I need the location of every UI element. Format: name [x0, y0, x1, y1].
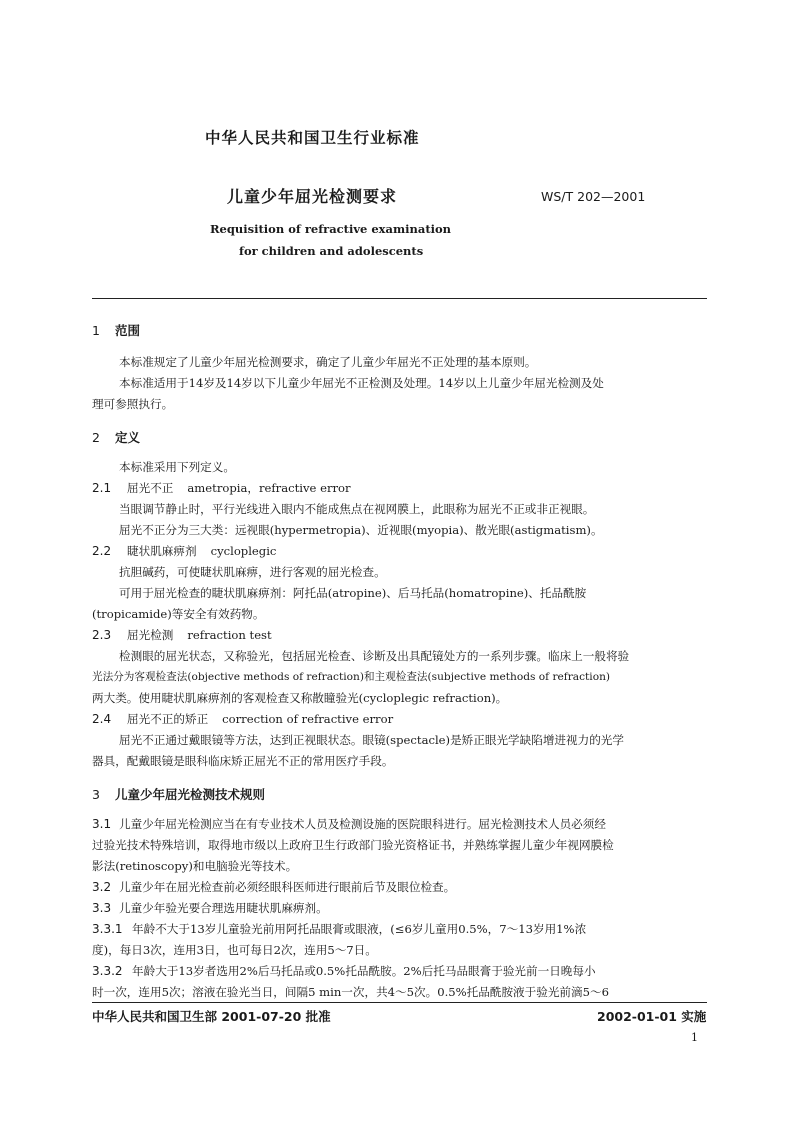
- clause-text: 年龄不大于13岁儿童验光前用阿托品眼膏或眼液，(≤6岁儿童用0.5%，7～13岁用1%浓: [132, 922, 587, 936]
- paragraph: 屈光不正通过戴眼镜等方法，达到正视眼状态。眼镜(spectacle)是矫正眼光学缺陷增进视力的光学: [119, 733, 624, 747]
- section-3-heading: [92, 785, 265, 803]
- clause-number: 3.3: [92, 901, 112, 915]
- term-english: refraction test: [187, 628, 272, 642]
- paragraph-continuation: (tropicamide)等安全有效药物。: [92, 607, 265, 621]
- section-number: 3: [92, 787, 100, 802]
- section-number: 2: [92, 430, 100, 445]
- clause-text: 年龄大于13岁者选用2%后马托品或0.5%托品酰胺。2%后托马品眼膏于验光前一日晚每小: [132, 964, 596, 978]
- clause-number: 2.4: [92, 712, 112, 726]
- clause-text: 儿童少年验光要合理选用睫状肌麻痹剂。: [119, 901, 328, 915]
- rule-3-2: [92, 879, 455, 895]
- clause-number: 2.1: [92, 481, 112, 495]
- term: 屈光不正的矫正: [127, 712, 209, 726]
- rule-3-3-2: [92, 963, 596, 979]
- section-title: 定义: [115, 430, 141, 445]
- clause-number: 3.3.2: [92, 964, 123, 978]
- footer-divider: [92, 1002, 707, 1003]
- definition-2-2-heading: [92, 543, 276, 559]
- paragraph: 屈光不正分为三大类：远视眼(hypermetropia)、近视眼(myopia)、散光眼(astigmatism)。: [119, 523, 603, 537]
- english-title-line-2: for children and adolescents: [239, 244, 424, 258]
- paragraph: 本标准规定了儿童少年屈光检测要求，确定了儿童少年屈光不正处理的基本原则。: [119, 355, 537, 369]
- term-english: ametropia，refractive error: [187, 481, 351, 495]
- section-1-heading: [92, 321, 140, 339]
- section-number: 1: [92, 323, 100, 338]
- document-title: 儿童少年屈光检测要求: [227, 187, 398, 206]
- clause-text: 儿童少年屈光检测应当在有专业技术人员及检测设施的医院眼科进行。屈光检测技术人员必须经: [119, 817, 606, 831]
- paragraph: 本标准采用下列定义。: [119, 460, 235, 474]
- term-english: cycloplegic: [210, 544, 277, 558]
- clause-number: 3.2: [92, 880, 112, 894]
- paragraph-continuation: 器具，配戴眼镜是眼科临床矫正屈光不正的常用医疗手段。: [92, 754, 394, 768]
- header-divider: [92, 298, 707, 299]
- standard-code: WS/T 202—2001: [541, 189, 646, 204]
- clause-number: 3.1: [92, 817, 112, 831]
- definition-2-1-heading: [92, 480, 351, 496]
- paragraph: 可用于屈光检查的睫状肌麻痹剂：阿托品(atropine)、后马托品(homatropine)、托品酰胺: [119, 586, 587, 600]
- rule-3-3-1: [92, 921, 586, 937]
- term: 屈光不正: [127, 481, 174, 495]
- term: 睫状肌麻痹剂: [127, 544, 197, 558]
- paragraph: 当眼调节静止时，平行光线进入眼内不能成焦点在视网膜上，此眼称为屈光不正或非正视眼。: [119, 502, 595, 516]
- paragraph-continuation: 两大类。使用睫状肌麻痹剂的客观检查又称散瞳验光(cycloplegic refraction)。: [92, 691, 508, 705]
- implementation-date: 2002-01-01 实施: [597, 1009, 707, 1024]
- term-english: correction of refractive error: [222, 712, 394, 726]
- paragraph-continuation: 影法(retinoscopy)和电脑验光等技术。: [92, 859, 298, 873]
- rule-3-3: [92, 900, 328, 916]
- paragraph-continuation: 光法分为客观检查法(objective methods of refraction)和主观检查法(subjective methods of refraction): [92, 671, 611, 683]
- paragraph: 检测眼的屈光状态，又称验光，包括屈光检查、诊断及出具配镜处方的一系列步骤。临床上一般将验: [119, 649, 630, 663]
- definition-2-3-heading: [92, 627, 272, 643]
- paragraph-continuation: 理可参照执行。: [92, 397, 174, 411]
- term: 屈光检测: [127, 628, 174, 642]
- section-title: 范围: [115, 323, 141, 338]
- paragraph-continuation: 过验光技术特殊培训，取得地市级以上政府卫生行政部门验光资格证书，并熟练掌握儿童少年视网膜检: [92, 838, 614, 852]
- paragraph: 本标准适用于14岁及14岁以下儿童少年屈光不正检测及处理。14岁以上儿童少年屈光检测及处: [119, 376, 604, 390]
- paragraph-continuation: 度)，每日3次，连用3日，也可每日2次，连用5～7日。: [92, 943, 377, 957]
- section-2-heading: [92, 428, 140, 446]
- paragraph: 抗胆碱药，可使睫状肌麻痹，进行客观的屈光检查。: [119, 565, 386, 579]
- approval-date: 中华人民共和国卫生部 2001-07-20 批准: [92, 1009, 331, 1024]
- clause-text: 儿童少年在屈光检查前必须经眼科医师进行眼前后节及眼位检查。: [119, 880, 456, 894]
- definition-2-4-heading: [92, 711, 393, 727]
- section-title: 儿童少年屈光检测技术规则: [115, 787, 266, 802]
- clause-number: 2.3: [92, 628, 112, 642]
- organization-title: 中华人民共和国卫生行业标准: [205, 129, 420, 147]
- page-number: 1: [691, 1031, 698, 1044]
- rule-3-1: [92, 816, 606, 832]
- paragraph-continuation: 时一次，连用5次；溶液在验光当日，间隔5 min一次，共4～5次。0.5%托品酰胺液于验光前滴5～6: [92, 985, 609, 999]
- english-title-line-1: Requisition of refractive examination: [210, 222, 452, 236]
- clause-number: 3.3.1: [92, 922, 123, 936]
- clause-number: 2.2: [92, 544, 112, 558]
